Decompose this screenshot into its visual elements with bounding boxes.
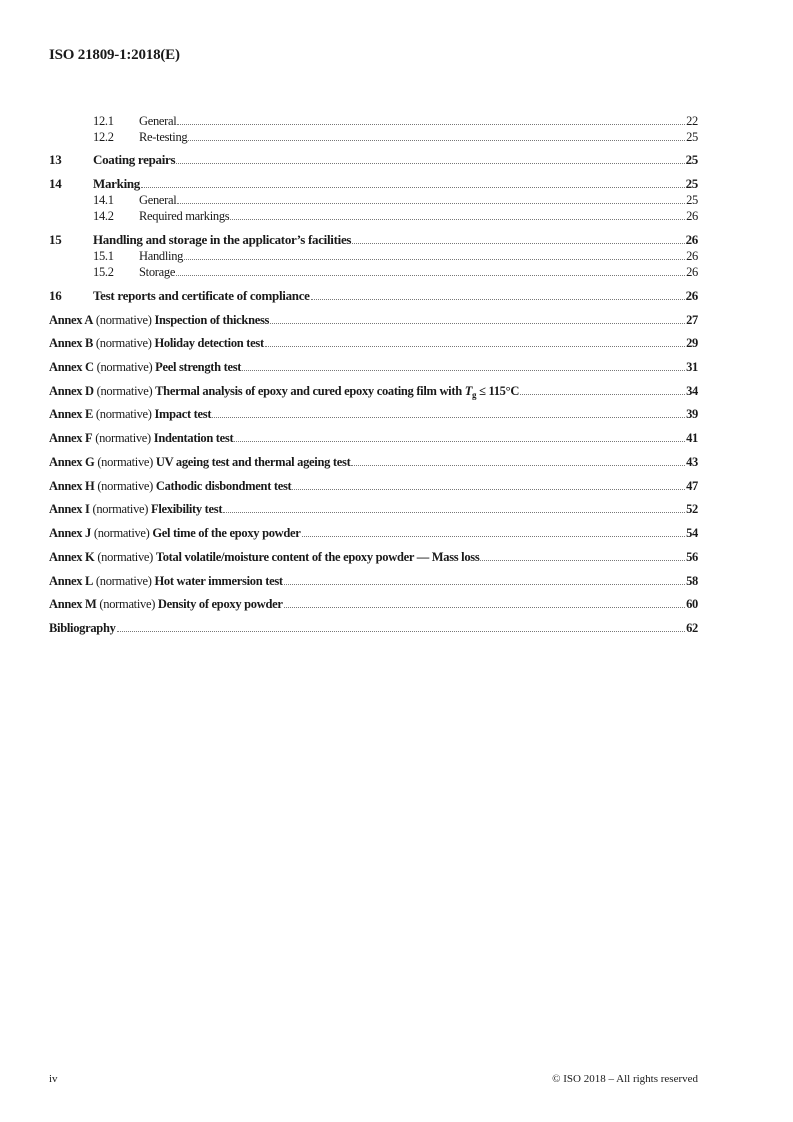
page-number: 60 [686,597,698,611]
annex-title: UV ageing test and thermal ageing test [155,455,351,469]
toc-entry-annex-f[interactable] [49,429,698,445]
section-title: General [139,114,177,128]
dot-leader [230,218,685,220]
page-number: iv [49,1073,58,1085]
dot-leader [352,242,684,244]
page-number: 26 [686,249,698,263]
document-id-header: ISO 21809-1:2018(E) [49,47,180,63]
toc-entry-annex-b[interactable] [49,334,698,350]
page-number: 25 [686,130,698,144]
dot-leader [176,274,685,276]
section-title: Handling [139,249,184,263]
page-number: 52 [686,502,698,516]
page-number: 26 [686,209,698,223]
dot-leader [117,630,686,632]
annex-label: Annex C [49,360,94,374]
dot-leader [188,139,685,141]
annex-heading [49,313,269,327]
annex-label: Annex G [49,455,95,469]
toc-entry-bibliography[interactable] [49,619,698,635]
annex-type: (normative) [97,479,154,493]
dot-leader [292,488,685,490]
toc-entry-13[interactable] [49,151,698,167]
annex-heading [49,597,283,611]
section-number: 16 [49,288,62,303]
toc-entry-annex-j[interactable] [49,524,698,540]
annex-title: Hot water immersion test [154,574,283,588]
annex-heading [49,574,283,588]
annex-label: Annex I [49,502,90,516]
annex-type: (normative) [95,431,151,445]
copyright-notice: © ISO 2018 – All rights reserved [552,1073,698,1085]
page-number: 62 [686,621,698,635]
annex-title: Thermal analysis of epoxy and cured epoxy coating film with [155,384,465,398]
section-title: Coating repairs [93,152,176,167]
annex-heading [49,550,479,564]
toc-entry-15[interactable] [49,231,698,247]
toc-entry-15-2[interactable] [49,263,698,279]
toc-entry-annex-e[interactable] [49,405,698,421]
annex-label: Annex E [49,407,94,421]
annex-title: Density of epoxy powder [157,597,283,611]
annex-label: Annex M [49,597,97,611]
toc-entry-12-1[interactable] [49,112,698,128]
annex-title: Impact test [154,407,212,421]
dot-leader [284,606,685,608]
dot-leader [265,345,685,347]
annex-heading [49,479,291,493]
annex-title-variable: T [464,384,473,398]
annex-type: (normative) [95,336,152,350]
section-number: 15 [49,232,62,247]
dot-leader [177,123,685,125]
annex-heading [49,360,241,374]
toc-entry-14[interactable] [49,175,698,191]
toc-entry-annex-g[interactable] [49,453,698,469]
dot-leader [223,511,685,513]
page-number: 25 [685,176,698,191]
toc-entry-annex-h[interactable] [49,477,698,493]
annex-heading [49,455,350,469]
dot-leader [284,583,685,585]
annex-title: Gel time of the epoxy powder [152,526,301,540]
annex-label: Annex K [49,550,95,564]
page-number: 26 [686,265,698,279]
toc-entry-14-1[interactable] [49,191,698,207]
dot-leader [242,369,685,371]
page-number: 26 [685,288,698,303]
annex-type: (normative) [92,502,149,516]
annex-type: (normative) [95,574,152,588]
annex-type: (normative) [96,384,153,398]
toc-entry-15-1[interactable] [49,247,698,263]
annex-title: Total volatile/moisture content of the epoxy powder — Mass loss [155,550,480,564]
annex-heading [49,502,222,516]
page-number: 25 [686,193,698,207]
page-number: 56 [686,550,698,564]
section-title: Re-testing [139,130,188,144]
annex-label: Annex J [49,526,92,540]
page-number: 31 [686,360,698,374]
page-number: 58 [686,574,698,588]
page-number: 22 [686,114,698,128]
annex-title: Cathodic disbondment test [155,479,292,493]
dot-leader [480,559,685,561]
page-number: 43 [686,455,698,469]
section-number: 14 [49,176,62,191]
annex-heading [49,431,233,445]
section-number: 14.1 [93,193,114,207]
bibliography-title: Bibliography [49,621,116,635]
annex-title-tail: ≤ 115°C [476,384,520,398]
dot-leader [177,202,685,204]
dot-leader [351,464,685,466]
page-number: 25 [685,152,698,167]
dot-leader [520,393,685,395]
dot-leader [141,186,685,188]
section-title: Handling and storage in the applicator’s facilities [93,232,352,247]
dot-leader [311,298,685,300]
section-title: Storage [139,265,176,279]
page-number: 54 [686,526,698,540]
annex-type: (normative) [93,526,150,540]
page-number: 34 [686,384,698,398]
section-number: 12.2 [93,130,114,144]
annex-heading [49,407,211,421]
annex-label: Annex D [49,384,94,398]
toc-entry-annex-a[interactable] [49,311,698,327]
toc-entry-annex-k[interactable] [49,548,698,564]
toc-entry-annex-m[interactable] [49,595,698,611]
annex-label: Annex A [49,313,94,327]
annex-type: (normative) [97,550,154,564]
annex-title: Inspection of thickness [154,313,270,327]
dot-leader [302,535,686,537]
annex-label: Annex B [49,336,94,350]
page-number: 47 [686,479,698,493]
dot-leader [176,162,684,164]
page-number: 26 [685,232,698,247]
annex-title-subscript: g [472,390,477,400]
annex-label: Annex H [49,479,95,493]
dot-leader [270,322,685,324]
toc-entry-annex-i[interactable] [49,500,698,516]
annex-title: Flexibility test [150,502,223,516]
annex-title: Peel strength test [155,360,242,374]
page-number: 29 [686,336,698,350]
annex-title: Holiday detection test [154,336,264,350]
section-title: Marking [93,176,141,191]
section-number: 14.2 [93,209,114,223]
toc-entry-16[interactable] [49,287,698,303]
annex-label: Annex F [49,431,93,445]
page-number: 41 [686,431,698,445]
section-number: 13 [49,152,62,167]
toc-entry-annex-l[interactable] [49,572,698,588]
toc-entry-12-2[interactable] [49,128,698,144]
annex-type: (normative) [95,313,152,327]
section-title: Test reports and certificate of compliance [93,288,310,303]
dot-leader [184,258,685,260]
annex-label: Annex L [49,574,94,588]
section-number: 12.1 [93,114,114,128]
toc-entry-annex-c[interactable] [49,358,698,374]
section-title: Required markings [139,209,230,223]
annex-type: (normative) [96,360,153,374]
annex-heading [49,336,264,350]
annex-title: Indentation test [153,431,234,445]
annex-type: (normative) [95,407,152,421]
toc-entry-14-2[interactable] [49,207,698,223]
page-number: 39 [686,407,698,421]
page-number: 27 [686,313,698,327]
annex-heading [49,384,519,398]
section-title: General [139,193,177,207]
section-number: 15.2 [93,265,114,279]
dot-leader [212,416,685,418]
section-number: 15.1 [93,249,114,263]
dot-leader [234,440,685,442]
annex-type: (normative) [97,455,154,469]
annex-type: (normative) [99,597,156,611]
annex-heading [49,526,301,540]
toc-entry-annex-d[interactable] [49,382,698,398]
